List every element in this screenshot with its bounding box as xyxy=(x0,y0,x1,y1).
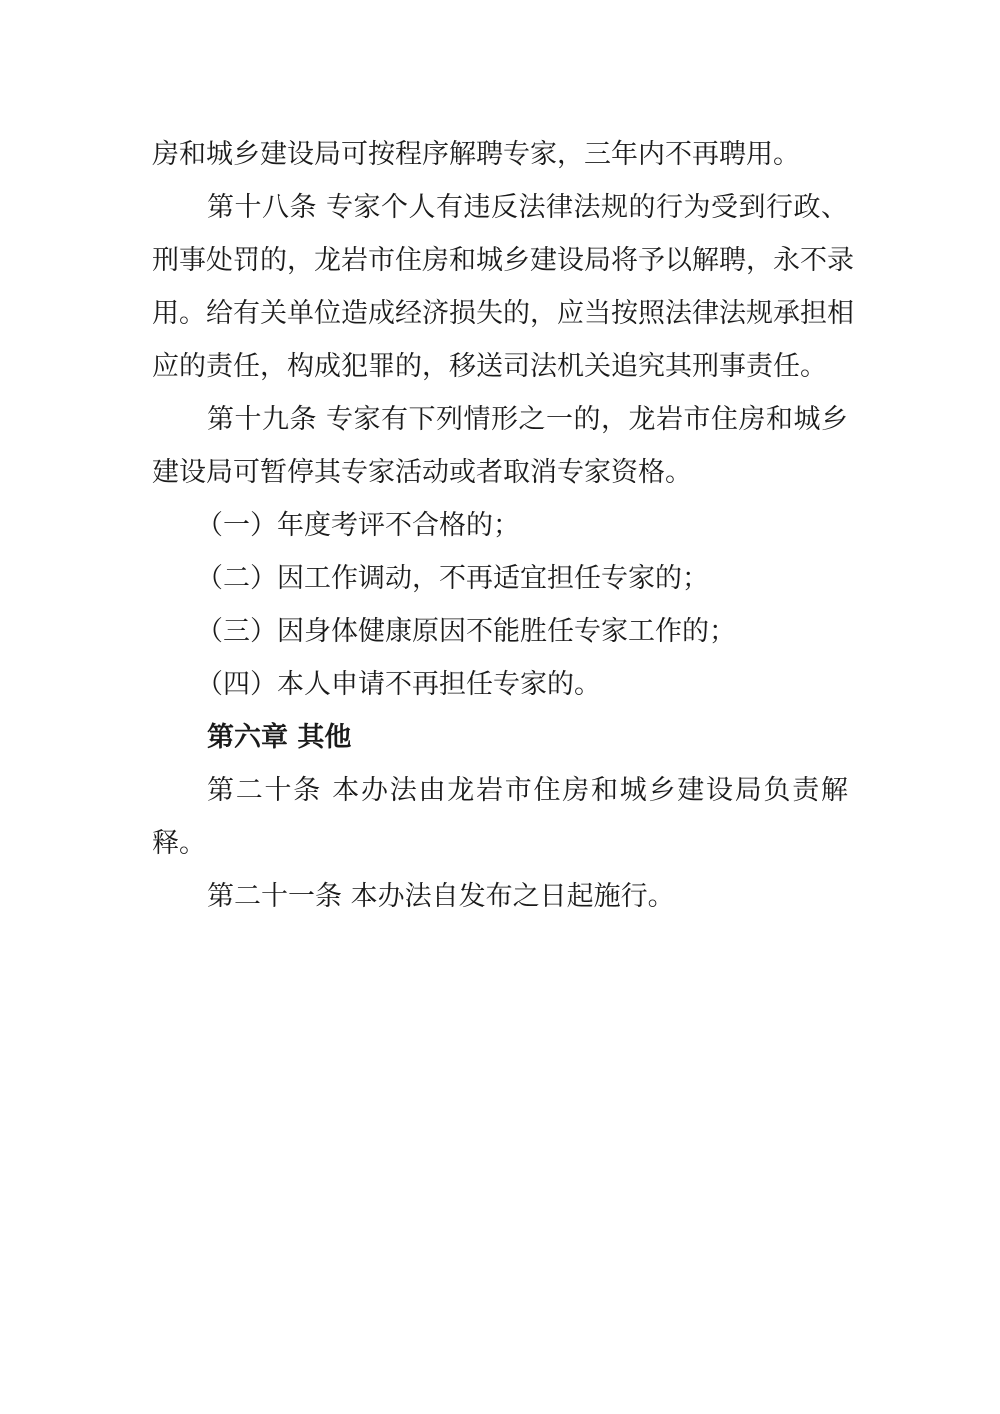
article-18-line-2: 刑事处罚的，龙岩市住房和城乡建设局将予以解聘，永不录 xyxy=(152,245,854,276)
article-20-line-1: 第二十条 本办法由龙岩市住房和城乡建设局负责解 xyxy=(207,775,848,806)
article-19-line-1: 第十九条 专家有下列情形之一的，龙岩市住房和城乡 xyxy=(207,404,848,435)
article-18-line-3: 用。给有关单位造成经济损失的，应当按照法律法规承担相 xyxy=(152,298,854,329)
article-21-line: 第二十一条 本办法自发布之日起施行。 xyxy=(207,881,675,912)
article-18-line-4: 应的责任，构成犯罪的，移送司法机关追究其刑事责任。 xyxy=(152,351,827,382)
article-18-line-1: 第十八条 专家个人有违反法律法规的行为受到行政、 xyxy=(207,192,848,223)
list-item-2: （二）因工作调动，不再适宜担任专家的； xyxy=(196,563,709,594)
list-item-3: （三）因身体健康原因不能胜任专家工作的； xyxy=(196,616,736,647)
chapter-heading: 第六章 其他 xyxy=(207,722,352,753)
list-item-4: （四）本人申请不再担任专家的。 xyxy=(196,669,601,700)
article-19-line-2: 建设局可暂停其专家活动或者取消专家资格。 xyxy=(152,457,692,488)
paragraph-line: 房和城乡建设局可按程序解聘专家，三年内不再聘用。 xyxy=(152,139,800,170)
list-item-1: （一）年度考评不合格的； xyxy=(196,510,520,541)
article-20-line-2: 释。 xyxy=(152,828,206,859)
